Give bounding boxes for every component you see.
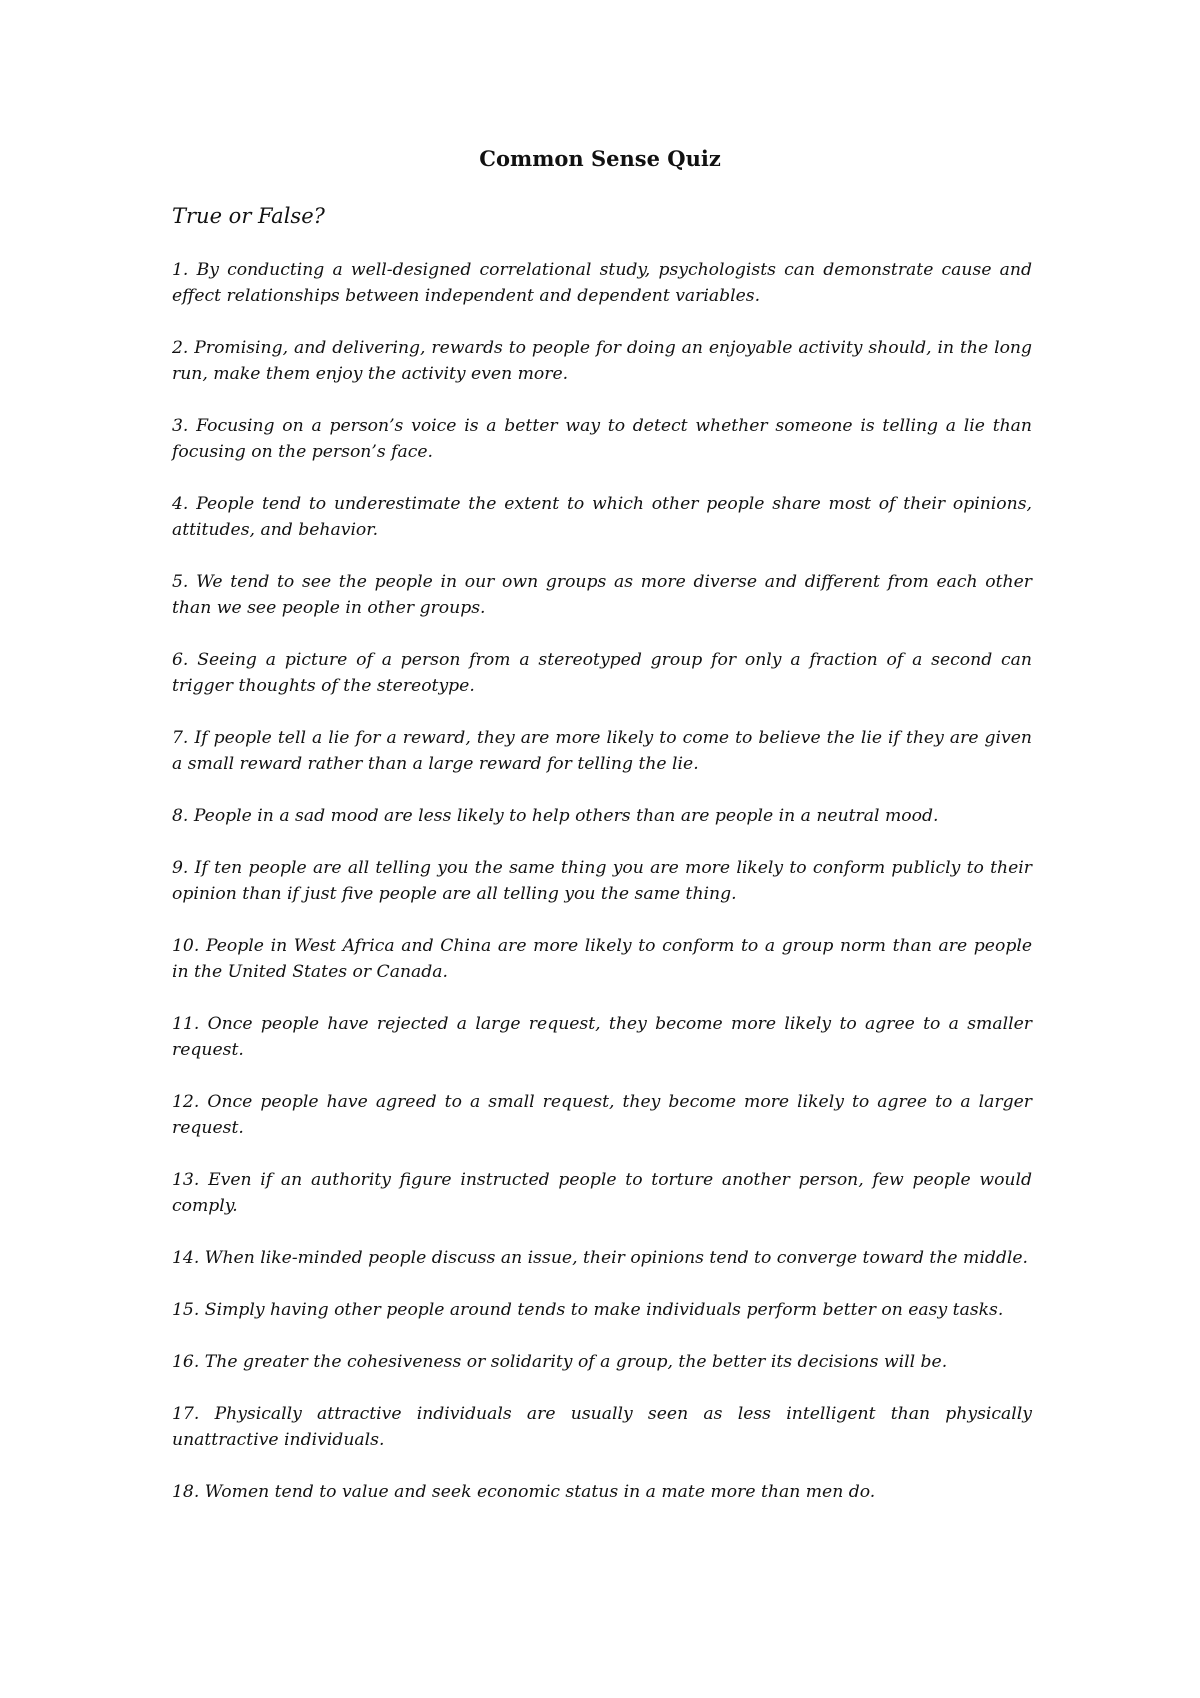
question-item: 12. Once people have agreed to a small request, they become more likely to agree to a larger request. bbox=[172, 1092, 1032, 1138]
question-item: 13. Even if an authority figure instructed people to torture another person, few people would comply. bbox=[172, 1170, 1032, 1216]
question-item: 7. If people tell a lie for a reward, they are more likely to come to believe the lie if they are given a small reward rather than a large reward for telling the lie. bbox=[172, 728, 1032, 774]
question-item: 1. By conducting a well-designed correlational study, psychologists can demonstrate cause and effect relationships between independent and dependent variables. bbox=[172, 260, 1032, 306]
question-item: 9. If ten people are all telling you the same thing you are more likely to conform publicly to their opinion than if just five people are all telling you the same thing. bbox=[172, 858, 1032, 904]
question-item: 8. People in a sad mood are less likely to help others than are people in a neutral mood. bbox=[172, 806, 939, 826]
question-item: 16. The greater the cohesiveness or solidarity of a group, the better its decisions will be. bbox=[172, 1352, 948, 1372]
question-item: 5. We tend to see the people in our own groups as more diverse and different from each other than we see people in other groups. bbox=[172, 572, 1032, 618]
document-subtitle: True or False? bbox=[172, 204, 325, 228]
question-item: 4. People tend to underestimate the extent to which other people share most of their opinions, attitudes, and behavior. bbox=[172, 494, 1032, 540]
question-list bbox=[172, 257, 1032, 1531]
question-item: 11. Once people have rejected a large request, they become more likely to agree to a smaller request. bbox=[172, 1014, 1032, 1060]
question-item: 15. Simply having other people around tends to make individuals perform better on easy tasks. bbox=[172, 1300, 1004, 1320]
question-item: 3. Focusing on a person’s voice is a better way to detect whether someone is telling a lie than focusing on the person’s face. bbox=[172, 416, 1032, 462]
document-title: Common Sense Quiz bbox=[479, 146, 721, 171]
question-item: 17. Physically attractive individuals are usually seen as less intelligent than physically unattractive individuals. bbox=[172, 1404, 1032, 1450]
question-item: 18. Women tend to value and seek economic status in a mate more than men do. bbox=[172, 1482, 876, 1502]
question-item: 14. When like-minded people discuss an issue, their opinions tend to converge toward the middle. bbox=[172, 1248, 1028, 1268]
question-item: 2. Promising, and delivering, rewards to people for doing an enjoyable activity should, in the long run, make them enjoy the activity even more. bbox=[172, 338, 1032, 384]
question-item: 6. Seeing a picture of a person from a stereotyped group for only a fraction of a second can trigger thoughts of the stereotype. bbox=[172, 650, 1032, 696]
question-item: 10. People in West Africa and China are more likely to conform to a group norm than are people in the United States or Canada. bbox=[172, 936, 1032, 982]
